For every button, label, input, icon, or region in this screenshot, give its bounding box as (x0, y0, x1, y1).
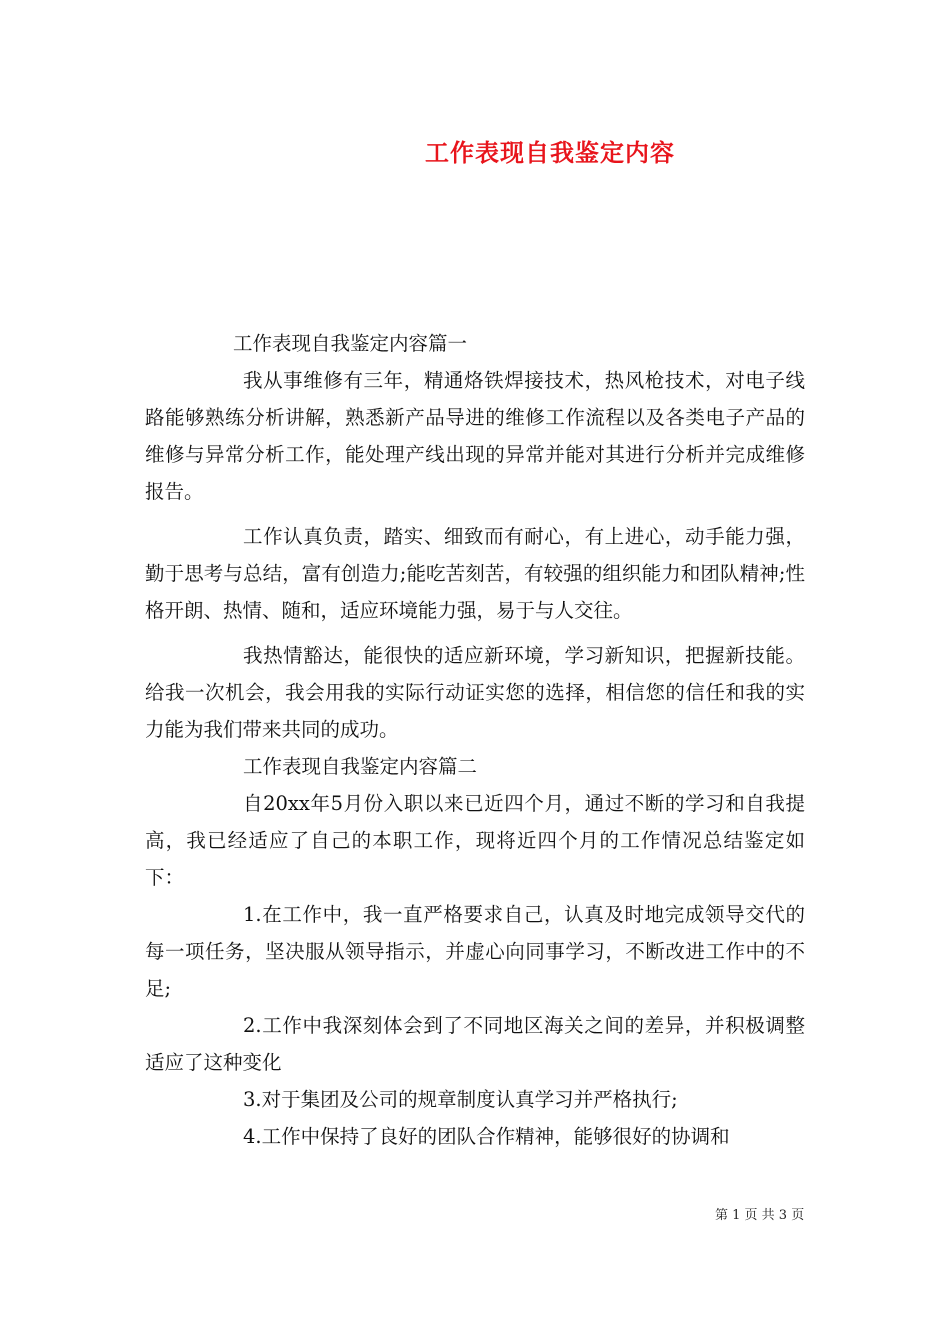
section-heading-1: 工作表现自我鉴定内容篇一 (233, 332, 468, 355)
list-item: 4.工作中保持了良好的团队合作精神，能够很好的协调和 (243, 1125, 730, 1148)
page-number: 第 1 页 共 3 页 (715, 1208, 805, 1223)
list-item: 3.对于集团及公司的规章制度认真学习并严格执行; (243, 1088, 678, 1111)
document-body (145, 325, 805, 1155)
paragraph: 自20xx年5月份入职以来已近四个月，通过不断的学习和自我提高，我已经适应了自己的本职工作，现将近四个月的工作情况总结鉴定如下： (145, 792, 805, 889)
document-title: 工作表现自我鉴定内容 (425, 138, 675, 167)
list-item: 1.在工作中，我一直严格要求自己，认真及时地完成领导交代的每一项任务，坚决服从领导指示，并虚心向同事学习，不断改进工作中的不足; (145, 903, 805, 1000)
paragraph: 我热情豁达，能很快的适应新环境，学习新知识，把握新技能。给我一次机会，我会用我的实际行动证实您的选择，相信您的信任和我的实力能为我们带来共同的成功。 (145, 644, 805, 741)
list-item: 2.工作中我深刻体会到了不同地区海关之间的差异，并积极调整适应了这种变化 (145, 1014, 805, 1074)
paragraph: 工作认真负责，踏实、细致而有耐心，有上进心，动手能力强，勤于思考与总结，富有创造力;能吃苦刻苦，有较强的组织能力和团队精神;性格开朗、热情、随和，适应环境能力强，易于与人交往。 (145, 525, 805, 622)
section-heading-2: 工作表现自我鉴定内容篇二 (243, 755, 478, 778)
paragraph: 我从事维修有三年，精通烙铁焊接技术，热风枪技术，对电子线路能够熟练分析讲解，熟悉新产品导进的维修工作流程以及各类电子产品的维修与异常分析工作，能处理产线出现的异常并能对其进行分析并完成维修报告。 (145, 369, 805, 503)
